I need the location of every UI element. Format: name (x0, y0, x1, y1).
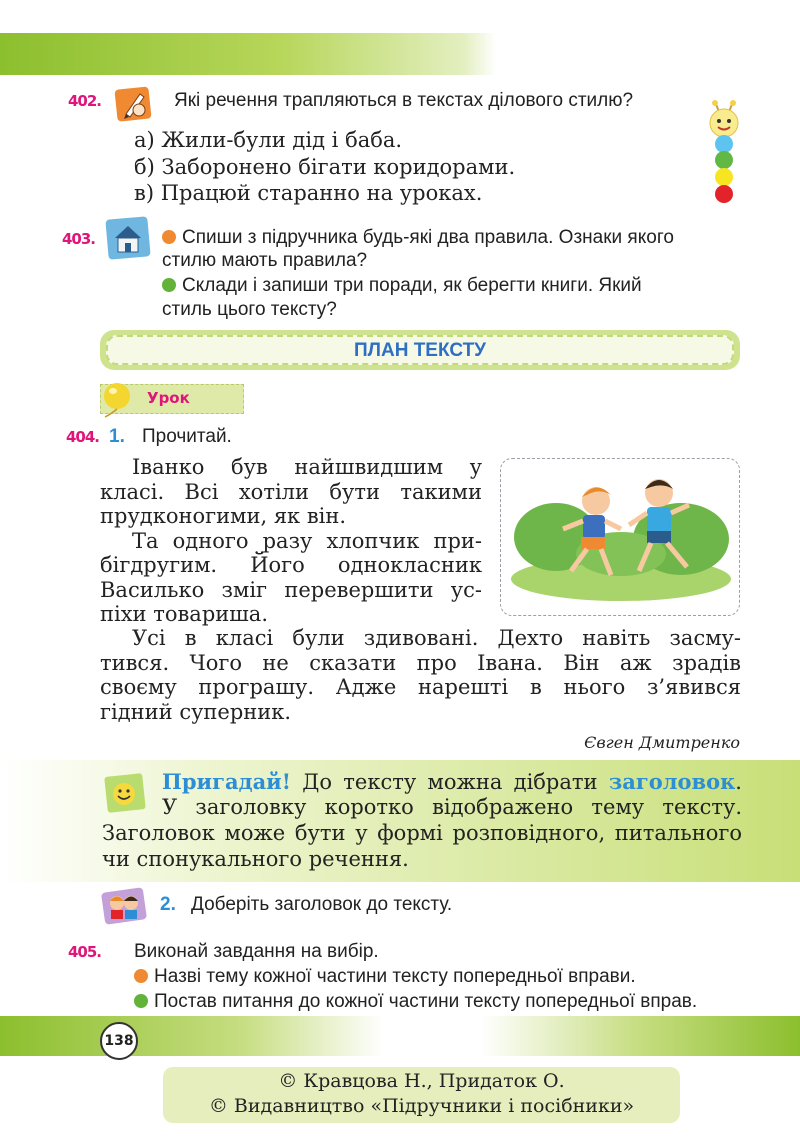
story-paragraph-1 (100, 455, 482, 627)
top-decor-band (0, 33, 800, 75)
exercise-number-404: 404. (66, 428, 100, 446)
task-403-1-line2: стилю мають правила? (162, 250, 368, 271)
option-c: в) Працюй старанно на уроках. (134, 181, 483, 205)
story-line: піхи товариша. (100, 602, 268, 626)
task-405-1 (134, 966, 636, 988)
copyright-box (163, 1067, 680, 1123)
green-level-dot (162, 278, 176, 292)
green-level-dot (134, 994, 148, 1008)
step-2-text: Доберіть заголовок до тексту. (191, 894, 453, 915)
lesson-label-box (100, 384, 244, 414)
story-line: Та одного разу хлопчик при- (132, 528, 482, 553)
reminder-keyword: заголовок (608, 769, 736, 794)
exercise-405-title: Виконай завдання на вибір. (134, 941, 379, 962)
reminder-title: Пригадай! (162, 769, 291, 794)
exercise-number-403: 403. (62, 230, 96, 248)
task-405-2-text: Постав питання до кожної частини тексту попередньої вправ. (154, 991, 698, 1012)
pair-work-icon (100, 886, 148, 926)
house-icon (105, 216, 151, 260)
story-line: Іванко був найшвидшим у (132, 455, 482, 479)
reminder-line-2: У заголовку коротко відображено тему тексту. (162, 795, 742, 819)
option-b: б) Заборонено бігати коридорами. (134, 155, 516, 179)
story-line: бігдругим. Його однокласник (100, 553, 482, 577)
author: Євген Дмитренко (584, 733, 740, 752)
story-line: своєму програшу. Адже нарешті в нього з’явився (100, 675, 741, 699)
story-line: прудконогими, як він. (100, 504, 347, 528)
task-405-2 (134, 991, 697, 1013)
instruction-read: Прочитай. (142, 426, 232, 447)
page-number: 138 (100, 1022, 138, 1060)
caterpillar-mascot-icon (700, 98, 750, 208)
balloon-icon (99, 379, 139, 419)
lesson-label: Урок (147, 389, 190, 407)
task-403-1-text: Спиши з підручника будь-які два правила. Ознаки якого (182, 227, 674, 248)
task-403-2-text: Склади і запиши три поради, як берегти книги. Який (182, 275, 642, 296)
task-403-1-line1 (162, 227, 674, 249)
orange-level-dot (134, 969, 148, 983)
reminder-line-1 (162, 769, 742, 794)
question-402: Які речення трапляються в текстах ділового стилю? (174, 90, 634, 111)
step-2-number: 2. (160, 894, 176, 915)
running-boys-illustration (500, 458, 740, 616)
story-paragraph-2 (100, 626, 741, 724)
reminder-text: До тексту можна дібрати (302, 770, 598, 794)
section-title: ПЛАН ТЕКСТУ (106, 335, 734, 365)
step-1-number: 1. (109, 426, 125, 447)
copyright-line-2: © Видавництво «Підручники і посібники» (208, 1095, 635, 1117)
story-line: Василько зміг перевершити ус- (100, 577, 482, 602)
task-403-2-line2: стиль цього тексту? (162, 299, 337, 320)
exercise-number-405: 405. (68, 943, 102, 961)
pen-hand-icon (112, 82, 156, 124)
option-a: а) Жили-були дід і баба. (134, 128, 403, 152)
smiley-note-icon (103, 772, 147, 814)
story-line: тився. Чого не сказати про Івана. Він аж зрадів (100, 650, 741, 675)
section-banner (100, 330, 740, 370)
story-line: Усі в класі були здивовані. Дехто навіть засму- (132, 626, 741, 650)
orange-level-dot (162, 230, 176, 244)
task-405-1-text: Назві тему кожної частини тексту попередньої вправи. (154, 966, 636, 987)
exercise-number-402: 402. (68, 92, 102, 110)
reminder-line-4: чи спонукального речення. (102, 847, 409, 871)
story-line: класі. Всі хотіли бути такими (100, 479, 482, 504)
reminder-line-3: Заголовок може бути у формі розповідного, питального (102, 821, 742, 845)
task-403-2-line1 (162, 275, 642, 297)
copyright-line-1: © Кравцова Н., Придаток О. (278, 1070, 565, 1092)
story-line: гідний суперник. (100, 699, 292, 724)
reminder-period: . (735, 770, 742, 794)
